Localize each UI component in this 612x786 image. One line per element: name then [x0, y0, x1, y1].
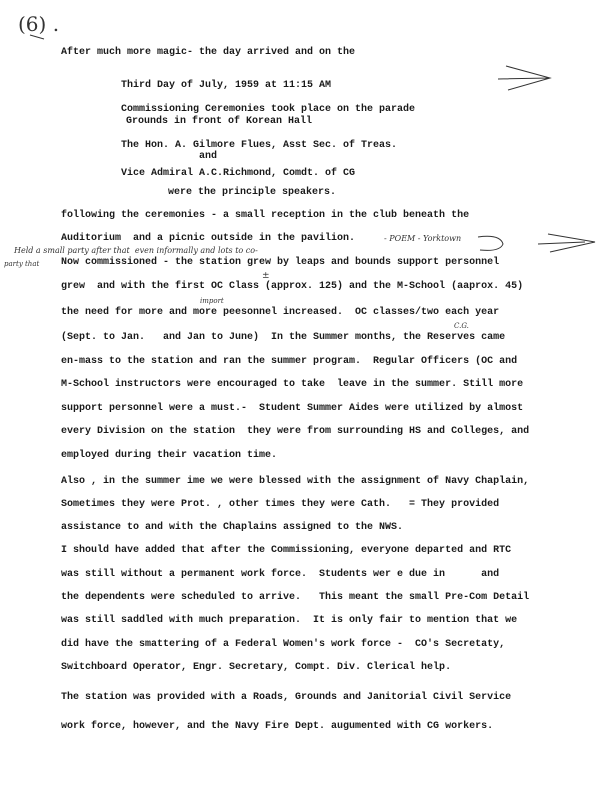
underline-mark	[30, 35, 44, 39]
text-line: was still without a permanent work force. Students wer e due in and	[61, 569, 500, 580]
text-line: grew and with the first OC Class (approx. 125) and the M-School (aaprox. 45)	[61, 281, 524, 292]
text-line: Sometimes they were Prot. , other times they were Cath. = They provided	[61, 499, 500, 510]
text-line: M-School instructors were encouraged to take leave in the summer. Still more	[61, 379, 524, 390]
text-line: Also , in the summer ime we were blessed with the assignment of Navy Chaplain,	[61, 476, 530, 487]
text-line: were the principle speakers.	[168, 187, 337, 198]
text-line: work force, however, and the Navy Fire Dept. augumented with CG workers.	[61, 721, 494, 732]
text-line: support personnel were a must.- Student Summer Aides were utilized by almost	[61, 403, 524, 414]
text-line: After much more magic- the day arrived and on the	[61, 47, 356, 58]
text-line: the need for more and more peesonnel increased. OC classes/two each year	[61, 307, 500, 318]
text-line: Third Day of July, 1959 at 11:15 AM	[121, 80, 332, 91]
text-line: Switchboard Operator, Engr. Secretary, Compt. Div. Clerical help.	[61, 662, 452, 673]
text-line: Commissioning Ceremonies took place on the parade	[121, 104, 416, 115]
page-number: (6) .	[18, 12, 60, 36]
handwritten-note: Held a small party after that even informally and lots to co-	[14, 246, 258, 255]
text-line: did have the smattering of a Federal Women's work force - CO's Secretaty,	[61, 639, 506, 650]
text-line: I should have added that after the Commissioning, everyone departed and RTC	[61, 545, 512, 556]
text-line: following the ceremonies - a small reception in the club beneath the	[61, 210, 470, 221]
arrow-icon	[538, 234, 595, 252]
arrow-icon	[498, 66, 550, 90]
text-line: (Sept. to Jan. and Jan to June) In the Summer months, the Reserves came	[61, 332, 506, 343]
text-line: the dependents were scheduled to arrive. This meant the small Pre-Com Detail	[61, 592, 530, 603]
text-line: en-mass to the station and ran the summer program. Regular Officers (OC and	[61, 356, 518, 367]
text-line: Grounds in front of Korean Hall	[126, 116, 313, 127]
text-line: Vice Admiral A.C.Richmond, Comdt. of CG	[121, 168, 356, 179]
text-line: Auditorium and a picnic outside in the pavilion.	[61, 233, 356, 244]
handwritten-note: party that	[4, 260, 40, 268]
handwritten-cg: C.G.	[454, 322, 469, 330]
handwritten-poem-note: - POEM - Yorktown	[384, 234, 462, 243]
text-line: The station was provided with a Roads, Grounds and Janitorial Civil Service	[61, 692, 512, 703]
text-line: assistance to and with the Chaplains assigned to the NWS.	[61, 522, 404, 533]
text-line: every Division on the station they were from surrounding HS and Colleges, and	[61, 426, 530, 437]
text-line: employed during their vacation time.	[61, 450, 278, 461]
text-line: Now commissioned - the station grew by leaps and bounds support personnel	[61, 257, 500, 268]
curl-icon	[478, 236, 503, 250]
text-line: The Hon. A. Gilmore Flues, Asst Sec. of Treas.	[121, 140, 398, 151]
handwritten-plusminus: ±	[262, 271, 270, 281]
text-line: and	[199, 151, 218, 162]
text-line: was still saddled with much preparation. It is only fair to mention that we	[61, 615, 518, 626]
handwritten-insert: import	[200, 297, 224, 305]
